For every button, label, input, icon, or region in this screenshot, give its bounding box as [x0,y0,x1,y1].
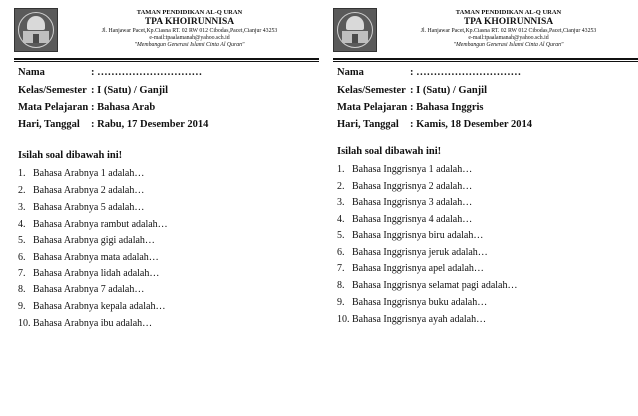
question-text: Bahasa Inggrisnya 1 adalah… [352,164,473,175]
question-text: Bahasa Inggrisnya ayah adalah… [352,314,487,325]
kelas-label: Kelas/Semester [18,85,87,96]
question-number: 5. [337,230,345,241]
school-address: Jl. Hanjawar Pacet,Kp.Ciasna RT. 02 RW 012 Cibodas,Pacet,Cianjur 43253 [101,28,278,34]
question-item [337,262,484,276]
mapel-value: : Bahasa Arab [91,102,156,113]
question-text: Bahasa Arabnya kepala adalah… [33,301,166,312]
question-number: 8. [18,284,26,295]
question-number: 10. [18,318,31,329]
hari-label: Hari, Tanggal [337,119,399,130]
mosque-building-icon [23,31,49,43]
question-number: 10. [337,314,350,325]
question-item [337,196,472,210]
question-text: Bahasa Arabnya 2 adalah… [33,185,145,196]
org-name: TAMAN PENDIDIKAN AL-Q URAN [455,9,562,16]
worksheet-english [333,0,638,416]
nama-value: : ………………………… [410,67,522,78]
question-text: Bahasa Inggrisnya jeruk adalah… [352,247,488,258]
mapel-value: : Bahasa Inggris [410,102,484,113]
letterhead-text [379,9,638,49]
info-nama [337,66,521,80]
question-number: 7. [337,263,345,274]
info-kelas [337,84,487,98]
question-text: Bahasa Arabnya gigi adalah… [33,235,155,246]
question-number: 2. [337,181,345,192]
header-rule-thick [14,58,319,60]
mosque-dome-icon [27,16,45,30]
question-text: Bahasa Inggrisnya 4 adalah… [352,214,473,225]
question-number: 9. [18,301,26,312]
question-item [337,213,472,227]
hari-value: : Kamis, 18 Desember 2014 [410,119,532,130]
question-item [337,313,486,327]
question-number: 1. [337,164,345,175]
info-kelas [18,84,168,98]
question-item [337,180,472,194]
question-text: Bahasa Inggrisnya buku adalah… [352,297,488,308]
question-number: 8. [337,280,345,291]
question-item [18,167,144,181]
info-hari [337,118,532,132]
nama-value: : ………………………… [91,67,203,78]
question-text: Bahasa Arabnya 7 adalah… [33,284,145,295]
question-text: Bahasa Arabnya ibu adalah… [33,318,153,329]
question-number: 7. [18,268,26,279]
mapel-label: Mata Pelajaran [18,102,89,113]
question-number: 4. [337,214,345,225]
question-item [18,300,165,314]
question-item [18,251,159,265]
info-mapel [18,101,155,115]
question-item [18,201,144,215]
question-number: 1. [18,168,26,179]
org-name: TAMAN PENDIDIKAN AL-Q URAN [136,9,243,16]
mosque-building-icon [342,31,368,43]
instruction: Isilah soal dibawah ini! [18,150,123,161]
mosque-dome-icon [346,16,364,30]
question-number: 2. [18,185,26,196]
kelas-value: : I (Satu) / Ganjil [91,85,169,96]
kelas-label: Kelas/Semester [337,85,406,96]
header-rule-thin [333,61,638,62]
school-motto: "Membangun Generasi Islami Cinta Al Quran" [453,42,564,48]
question-item [18,184,144,198]
question-text: Bahasa Inggrisnya selamat pagi adalah… [352,280,518,291]
question-text: Bahasa Arabnya 5 adalah… [33,202,145,213]
question-number: 6. [337,247,345,258]
question-item [337,163,472,177]
question-item [18,317,152,331]
mapel-label: Mata Pelajaran [337,102,408,113]
question-text: Bahasa Inggrisnya biru adalah… [352,230,484,241]
question-number: 9. [337,297,345,308]
question-item [18,267,159,281]
question-item [18,218,168,232]
header-rule-thick [333,58,638,60]
letterhead-text [60,9,319,49]
question-item [337,279,518,293]
info-mapel [337,101,484,115]
worksheet-arabic [14,0,319,416]
question-number: 5. [18,235,26,246]
question-item [18,234,155,248]
school-logo [333,8,377,52]
question-item [337,246,488,260]
info-nama [18,66,202,80]
question-text: Bahasa Inggrisnya apel adalah… [352,263,484,274]
school-logo [14,8,58,52]
question-number: 3. [18,202,26,213]
question-item [18,283,144,297]
instruction: Isilah soal dibawah ini! [337,146,442,157]
school-email: e-mail:tpaalamanah@yahoo.sch.id [149,35,230,41]
question-item [337,296,487,310]
question-text: Bahasa Arabnya mata adalah… [33,252,159,263]
question-number: 4. [18,219,26,230]
header-rule-thin [14,61,319,62]
nama-label: Nama [337,67,364,78]
school-name: TPA KHOIRUNNISA [144,17,235,27]
question-text: Bahasa Inggrisnya 3 adalah… [352,197,473,208]
hari-label: Hari, Tanggal [18,119,80,130]
question-text: Bahasa Inggrisnya 2 adalah… [352,181,473,192]
question-item [337,229,483,243]
question-text: Bahasa Arabnya rambut adalah… [33,219,168,230]
hari-value: : Rabu, 17 Desember 2014 [91,119,209,130]
school-motto: "Membangun Generasi Islami Cinta Al Quran" [134,42,245,48]
question-number: 3. [337,197,345,208]
kelas-value: : I (Satu) / Ganjil [410,85,488,96]
school-email: e-mail:tpaalamanah@yahoo.sch.id [468,35,549,41]
question-text: Bahasa Arabnya lidah adalah… [33,268,160,279]
school-address: Jl. Hanjawar Pacet,Kp.Ciasna RT. 02 RW 012 Cibodas,Pacet,Cianjur 43253 [420,28,597,34]
school-name: TPA KHOIRUNNISA [463,17,554,27]
question-number: 6. [18,252,26,263]
info-hari [18,118,208,132]
question-text: Bahasa Arabnya 1 adalah… [33,168,145,179]
nama-label: Nama [18,67,45,78]
